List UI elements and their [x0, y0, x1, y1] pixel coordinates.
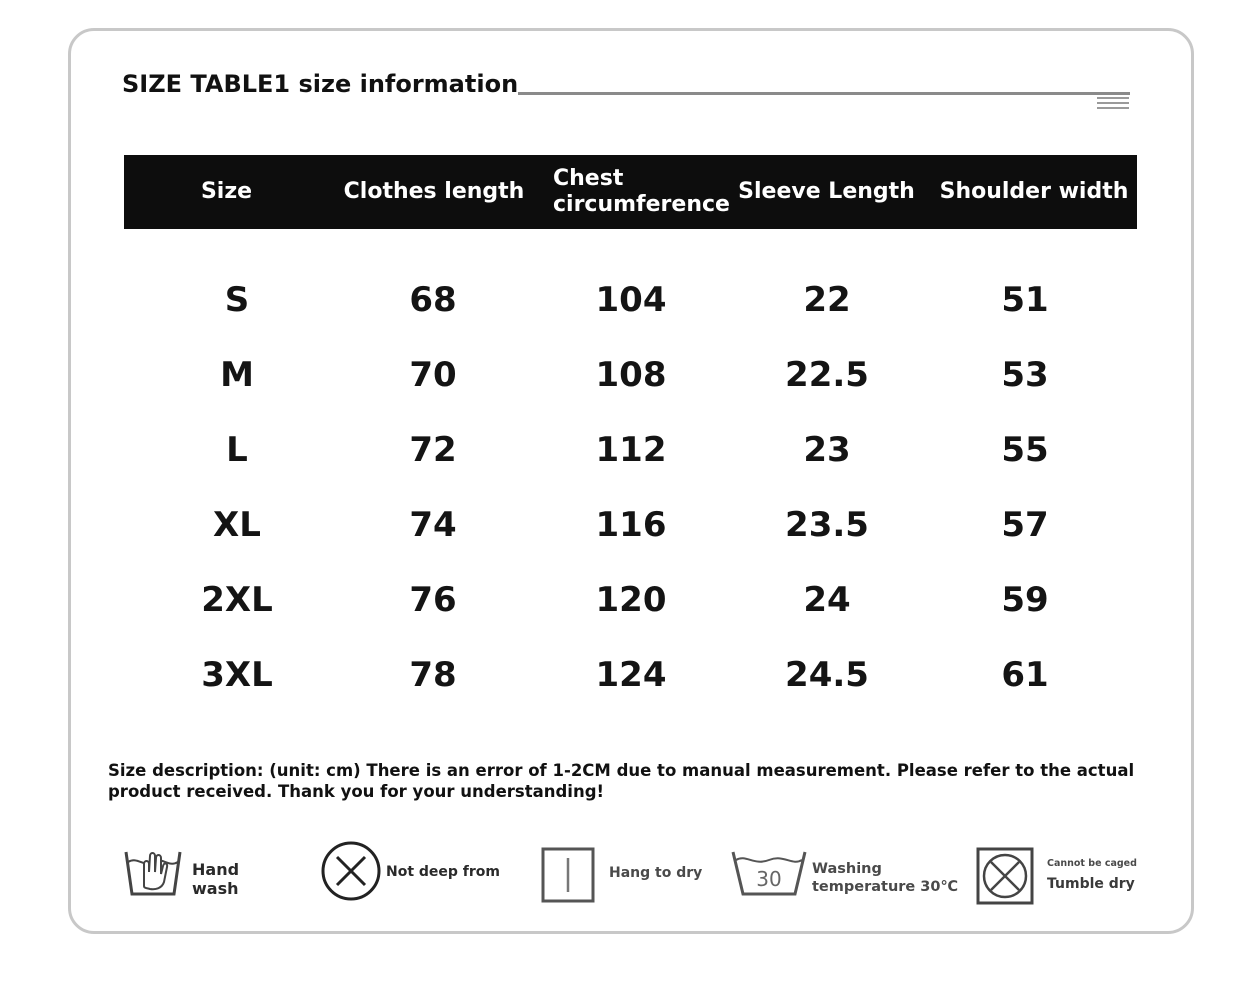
size-description: Size description: (unit: cm) There is an error of 1-2CM due to manual measurement. Please refer to the actual product received. Thank you for your understanding! [108, 761, 1135, 801]
cell-shoulder-width: 57 [1001, 505, 1049, 545]
cell-shoulder-width: 53 [1001, 355, 1049, 395]
cell-clothes-length: 72 [409, 430, 457, 470]
table-row [124, 570, 1137, 630]
header-shoulder-width: Shoulder width [939, 179, 1129, 204]
wash-temp-icon-text: 30 [756, 867, 782, 891]
care-hand-wash [122, 838, 292, 908]
cell-chest-circumference: 120 [595, 580, 667, 620]
header-sleeve-length: Sleeve Length [738, 179, 915, 204]
table-row [124, 420, 1137, 480]
divider-mark [1097, 97, 1129, 99]
cell-shoulder-width: 61 [1001, 655, 1049, 695]
cell-size: XL [213, 505, 261, 545]
cell-sleeve-length: 23 [803, 430, 851, 470]
cell-size: S [224, 280, 250, 320]
wash-30-icon [730, 848, 808, 900]
hand-wash-label-1: Hand [192, 860, 240, 879]
cell-clothes-length: 74 [409, 505, 457, 545]
cell-sleeve-length: 23.5 [785, 505, 869, 545]
header-chest-circumference: Chest circumference [553, 166, 730, 217]
no-tumble-dry-icon [975, 846, 1035, 906]
hang-dry-icon [540, 846, 596, 906]
wash-temp-label-1: Washing [812, 861, 882, 877]
divider-mark [1097, 102, 1129, 104]
cell-shoulder-width: 59 [1001, 580, 1049, 620]
page-title: SIZE TABLE1 size information [122, 70, 519, 98]
hang-dry-label: Hang to dry [609, 865, 703, 881]
care-tumble-dry [975, 838, 1155, 908]
no-bleach-label: Not deep from [386, 864, 501, 880]
cell-sleeve-length: 22 [803, 280, 851, 320]
care-no-bleach [320, 838, 500, 908]
table-row [124, 345, 1137, 405]
table-row [124, 495, 1137, 555]
wash-temp-label-2: temperature 30℃ [812, 879, 959, 895]
divider-mark [1097, 107, 1129, 109]
do-not-bleach-icon [320, 840, 382, 902]
table-row [124, 270, 1137, 330]
care-wash-temperature [730, 838, 959, 908]
cell-chest-circumference: 124 [595, 655, 667, 695]
cell-clothes-length: 78 [409, 655, 457, 695]
hand-wash-label-2: wash [192, 879, 239, 898]
table-row [124, 645, 1137, 705]
cell-shoulder-width: 51 [1001, 280, 1049, 320]
cell-chest-circumference: 112 [595, 430, 667, 470]
cell-size: 2XL [201, 580, 273, 620]
title-divider [518, 92, 1130, 95]
cell-size: M [220, 355, 254, 395]
tumble-small-label: Cannot be caged [1047, 858, 1137, 869]
header-clothes-length: Clothes length [343, 179, 525, 204]
cell-chest-circumference: 116 [595, 505, 667, 545]
cell-clothes-length: 68 [409, 280, 457, 320]
cell-clothes-length: 76 [409, 580, 457, 620]
cell-sleeve-length: 22.5 [785, 355, 869, 395]
cell-chest-circumference: 104 [595, 280, 667, 320]
care-hang-dry [540, 838, 710, 908]
cell-shoulder-width: 55 [1001, 430, 1049, 470]
cell-sleeve-length: 24.5 [785, 655, 869, 695]
cell-size: 3XL [201, 655, 273, 695]
tumble-dry-label: Tumble dry [1047, 876, 1135, 892]
hand-wash-icon [122, 842, 184, 902]
cell-size: L [226, 430, 248, 470]
table-header [124, 155, 1137, 229]
cell-sleeve-length: 24 [803, 580, 851, 620]
header-size: Size [200, 179, 253, 204]
cell-clothes-length: 70 [409, 355, 457, 395]
cell-chest-circumference: 108 [595, 355, 667, 395]
